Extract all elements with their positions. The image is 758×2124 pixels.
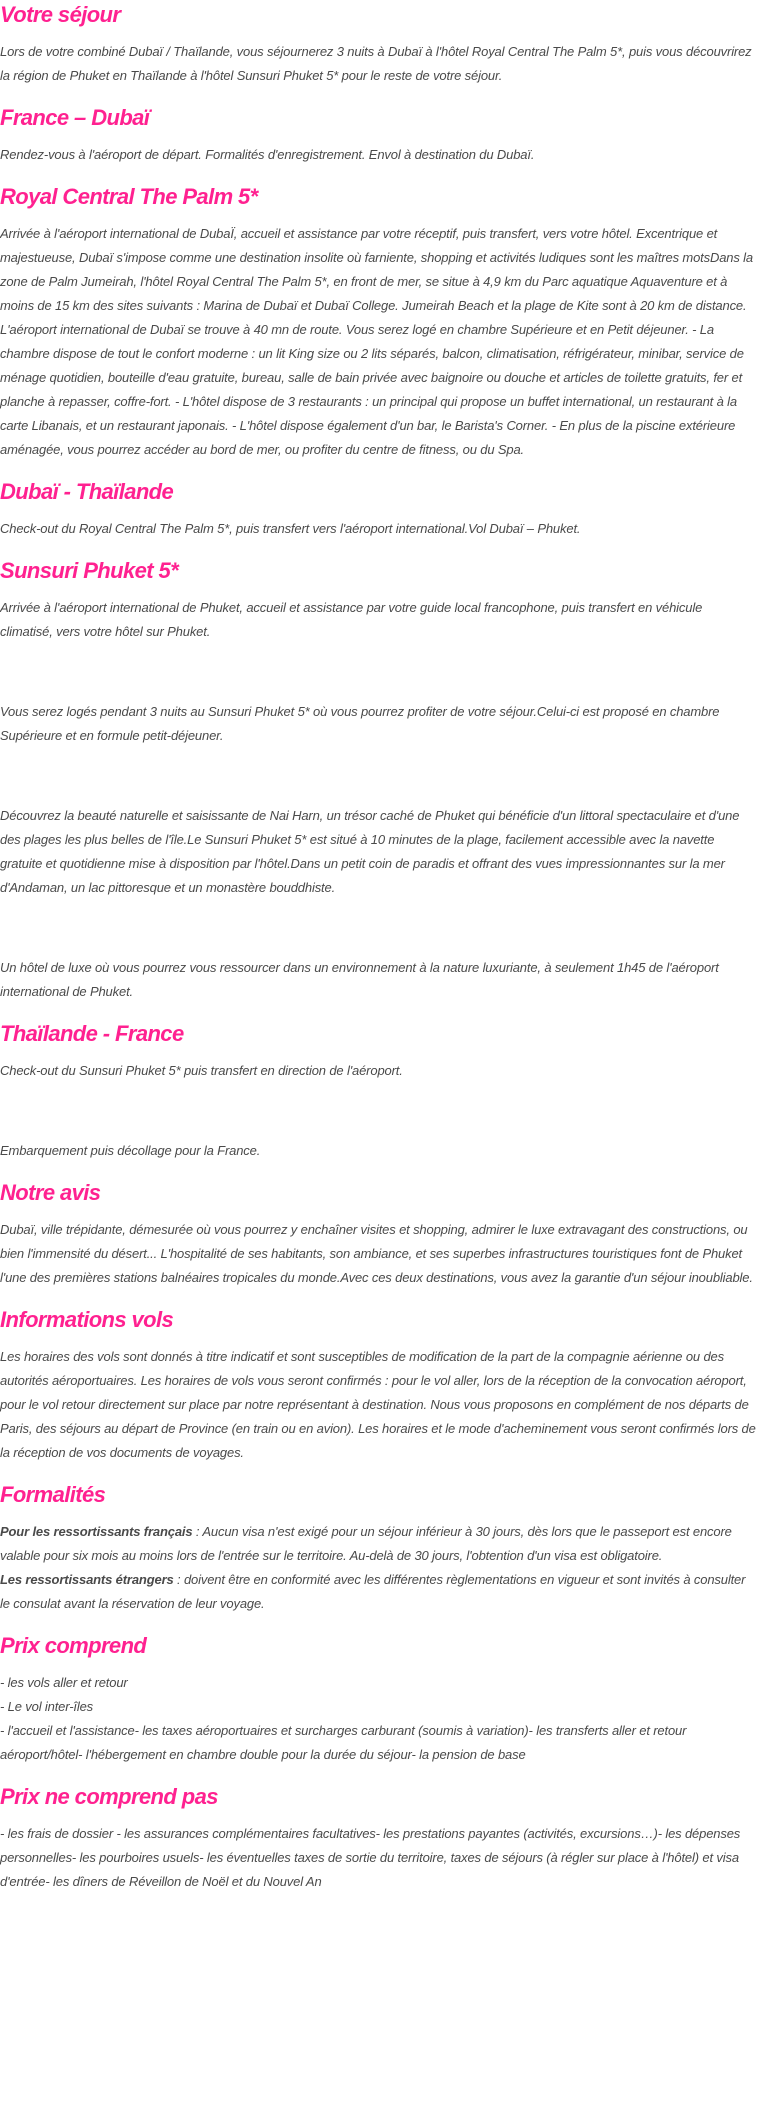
section-title-sunsuri: Sunsuri Phuket 5*: [0, 558, 179, 583]
list-item: - l'accueil et l'assistance- les taxes aéroportuaires et surcharges carburant (soumis à variation)- les transferts aller et retour aéroport/hôtel- l'hébergement en chambre double pour la durée du séjour- la pension de base: [0, 1723, 687, 1762]
formalites-etrangers-text: : doivent être en conformité avec les différentes règlementations en vigueur et sont invités à consulter le consulat avant la réservation de leur voyage.: [0, 1572, 746, 1611]
list-item: - les vols aller et retour: [0, 1675, 128, 1690]
list-item: - Le vol inter-îles: [0, 1699, 94, 1714]
dubai-thailande-text: Check-out du Royal Central The Palm 5*, puis transfert vers l'aéroport international.Vol Dubaï – Phuket.: [0, 521, 581, 536]
formalites-francais-label: Pour les ressortissants français: [0, 1524, 193, 1539]
vols-text: Les horaires des vols sont donnés à titre indicatif et sont susceptibles de modification de la part de la compagnie aérienne ou des autorités aéroportuaires. Les horaires de vols vous seront confirmés : pour le vol aller, lors de la réception de la convocation aéroport, pour le vol retour directement sur place par notre représentant à destination. Nous vous proposons en complément de nos départs de Paris, des séjours au départ de Province (en train ou en avion). Les horaires et le mode d'acheminement vous seront confirmés lors de la réception de vos documents de voyages.: [0, 1349, 756, 1460]
sunsuri-text-2: Vous serez logés pendant 3 nuits au Sunsuri Phuket 5* où vous pourrez profiter de votre séjour.Celui-ci est proposé en chambre Supérieure et en formule petit-déjeuner.: [0, 704, 720, 743]
formalites-francais-text: : Aucun visa n'est exigé pour un séjour inférieur à 30 jours, dès lors que le passeport est encore valable pour six mois au moins lors de l'entrée sur le territoire. Au-delà de 30 jours, l'obtention d'un visa est obligatoire.: [0, 1524, 732, 1563]
sunsuri-text-1: Arrivée à l'aéroport international de Phuket, accueil et assistance par votre guide local francophone, puis transfert en véhicule climatisé, vers votre hôtel sur Phuket.: [0, 600, 703, 639]
royal-central-text: Arrivée à l'aéroport international de DubaÏ, accueil et assistance par votre réceptif, puis transfert, vers votre hôtel. Excentrique et majestueuse, Dubaï s'impose comme une destination insolite où farniente, shopping et activités ludiques sont les maîtres motsDans la zone de Palm Jumeirah, l'hôtel Royal Central The Palm 5*, en front de mer, se situe à 4,9 km du Parc aquatique Aquaventure et à moins de 15 km des sites suivants : Marina de Dubaï et Dubaï College. Jumeirah Beach et la plage de Kite sont à 20 km de distance. L'aéroport international de Dubaï se trouve à 40 mn de route. Vous serez logé en chambre Supérieure et en Petit déjeuner. - La chambre dispose de tout le confort moderne : un lit King size ou 2 lits séparés, balcon, climatisation, réfrigérateur, minibar, service de ménage quotidien, bouteille d'eau gratuite, bureau, salle de bain privée avec baignoire ou douche et articles de toilette gratuits, fer et planche à repasser, coffre-fort. - L'hôtel dispose de 3 restaurants : un principal qui propose un buffet international, un restaurant à la carte Libanais, et un restaurant japonais. - L'hôtel dispose également d'un bar, le Barista's Corner. - En plus de la piscine extérieure aménagée, vous pourrez accéder au bord de mer, ou profiter du centre de fitness, ou du Spa.: [0, 226, 753, 457]
section-title-royal-central: Royal Central The Palm 5*: [0, 184, 258, 209]
prix-ne-comprend-text: - les frais de dossier - les assurances complémentaires facultatives- les prestations payantes (activités, excursions…)- les dépenses personnelles- les pourboires usuels- les éventuelles taxes de sortie du territoire, taxes de séjours (à régler sur place à l'hôtel) et visa d'entrée- les dîners de Réveillon de Noël et du Nouvel An: [0, 1826, 741, 1889]
section-title-prix-ne-comprend: Prix ne comprend pas: [0, 1784, 218, 1809]
sunsuri-text-4: Un hôtel de luxe où vous pourrez vous ressourcer dans un environnement à la nature luxuriante, à seulement 1h45 de l'aéroport international de Phuket.: [0, 960, 719, 999]
spacer: [0, 764, 758, 788]
sunsuri-text-3: Découvrez la beauté naturelle et saisissante de Nai Harn, un trésor caché de Phuket qui bénéficie d'un littoral spectaculaire et d'une des plages les plus belles de l'île.Le Sunsuri Phuket 5* est situé à 10 minutes de la plage, facilement accessible avec la navette gratuite et quotidienne mise à disposition par l'hôtel.Dans un petit coin de paradis et offrant des vues impressionnantes sur la mer d'Andaman, un lac pittoresque et un monastère bouddhiste.: [0, 808, 740, 895]
sejour-text: Lors de votre combiné Dubaï / Thaïlande, vous séjournerez 3 nuits à Dubaï à l'hôtel Royal Central The Palm 5*, puis vous découvrirez la région de Phuket en Thaïlande à l'hôtel Sunsuri Phuket 5* pour le reste de votre séjour.: [0, 44, 752, 83]
thailande-france-text-1: Check-out du Sunsuri Phuket 5* puis transfert en direction de l'aéroport.: [0, 1063, 403, 1078]
france-dubai-text: Rendez-vous à l'aéroport de départ. Formalités d'enregistrement. Envol à destination du Dubaï.: [0, 147, 535, 162]
section-title-sejour: Votre séjour: [0, 2, 121, 27]
section-title-france-dubai: France – Dubaï: [0, 105, 150, 130]
prix-comprend-list: [0, 1671, 758, 1767]
section-title-prix-comprend: Prix comprend: [0, 1633, 147, 1658]
formalites-text: [0, 1520, 758, 1616]
avis-text: Dubaï, ville trépidante, démesurée où vous pourrez y enchaîner visites et shopping, admirer le luxe extravagant des constructions, ou bien l'immensité du désert... L'hospitalité de ses habitants, son ambiance, et ses superbes infrastructures touristiques font de Phuket l'une des premières stations balnéaires tropicales du monde.Avec ces deux destinations, vous avez la garantie d'un séjour inoubliable.: [0, 1222, 753, 1285]
section-title-thailande-france: Thaïlande - France: [0, 1021, 184, 1046]
spacer: [0, 660, 758, 684]
spacer: [0, 1099, 758, 1123]
section-title-vols: Informations vols: [0, 1307, 174, 1332]
section-title-avis: Notre avis: [0, 1180, 101, 1205]
section-title-formalites: Formalités: [0, 1482, 106, 1507]
spacer: [0, 916, 758, 940]
formalites-etrangers-label: Les ressortissants étrangers: [0, 1572, 174, 1587]
thailande-france-text-2: Embarquement puis décollage pour la France.: [0, 1143, 261, 1158]
section-title-dubai-thailande: Dubaï - Thaïlande: [0, 479, 174, 504]
